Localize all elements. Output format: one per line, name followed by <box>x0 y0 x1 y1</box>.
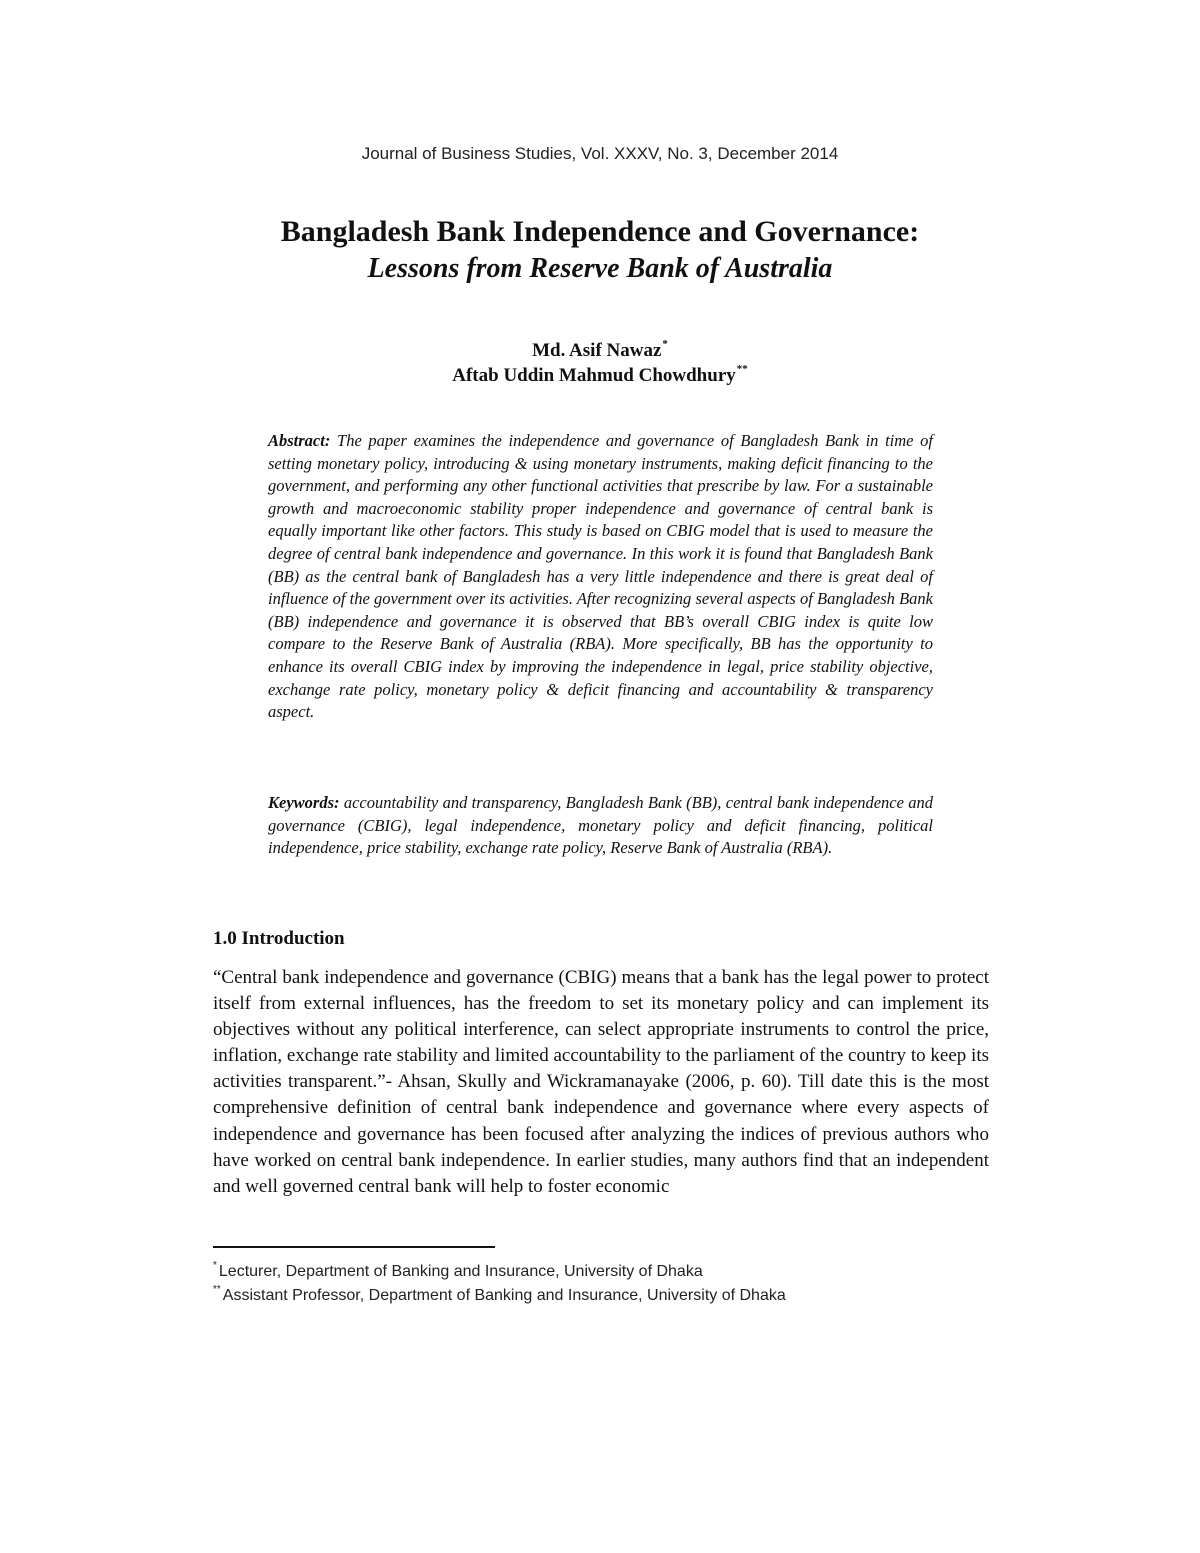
footnote-mark: * <box>213 1260 217 1271</box>
author-2 <box>0 357 1200 388</box>
section-heading: 1.0 Introduction <box>213 928 345 949</box>
abstract-text: The paper examines the independence and governance of Bangladesh Bank in time of setting monetary policy, introducing & using monetary instruments, making deficit financing to the government, and performing any other functional activities that prescribe by law. For a sustainable growth and macroeconomic stability proper independence and governance of central bank is equally important like other factors. This study is based on CBIG model that is used to measure the degree of central bank independence and governance. In this work it is found that Bangladesh Bank (BB) as the central bank of Bangladesh has a very little independence and there is great deal of influence of the government over its activities. After recognizing several aspects of Bangladesh Bank (BB) independence and governance it is observed that BB’s overall CBIG index is quite low compare to the Reserve Bank of Australia (RBA). More specifically, BB has the opportunity to enhance its overall CBIG index by improving the independence in legal, price stability objective, exchange rate policy, monetary policy & deficit financing and accountability & transparency aspect. <box>268 431 933 722</box>
paper-title: Bangladesh Bank Independence and Governance: <box>280 215 920 248</box>
footnote-2 <box>213 1284 786 1305</box>
footnote-mark: ** <box>213 1284 221 1295</box>
footnote-text: Lecturer, Department of Banking and Insurance, University of Dhaka <box>218 1263 703 1280</box>
author-footnote-mark: ** <box>736 363 748 375</box>
author-footnote-mark: * <box>662 338 668 350</box>
keywords-label: Keywords: <box>268 793 340 812</box>
keywords-text: accountability and transparency, Bangladesh Bank (BB), central bank independence and governance (CBIG), legal independence, monetary policy and deficit financing, political independence, price stability, exchange rate policy, Reserve Bank of Australia (RBA). <box>268 793 934 858</box>
journal-header: Journal of Business Studies, Vol. XXXV, No. 3, December 2014 <box>361 144 839 163</box>
abstract-label: Abstract: <box>268 431 331 450</box>
keywords <box>268 792 933 860</box>
author-name: Md. Asif Nawaz <box>532 340 662 361</box>
paper-subtitle: Lessons from Reserve Bank of Australia <box>367 253 833 284</box>
abstract <box>268 430 933 724</box>
body-paragraph: “Central bank independence and governance (CBIG) means that a bank has the legal power to protect itself from external influences, has the freedom to set its monetary policy and can implement its objectives without any political interference, can select appropriate instruments to control the price, inflation, exchange rate stability and limited accountability to the parliament of the country to keep its activities transparent.”- Ahsan, Skully and Wickramanayake (2006, p. 60). Till date this is the most comprehensive definition of central bank independence and governance where every aspects of independence and governance has been focused after analyzing the indices of previous authors who have worked on central bank independence. In earlier studies, many authors find that an independent and well governed central bank will help to foster economic <box>213 967 989 1197</box>
author-name: Aftab Uddin Mahmud Chowdhury <box>452 365 736 386</box>
footnote-1 <box>213 1260 703 1281</box>
footnote-divider <box>213 1246 495 1248</box>
footnote-text: Assistant Professor, Department of Banking and Insurance, University of Dhaka <box>222 1287 786 1304</box>
